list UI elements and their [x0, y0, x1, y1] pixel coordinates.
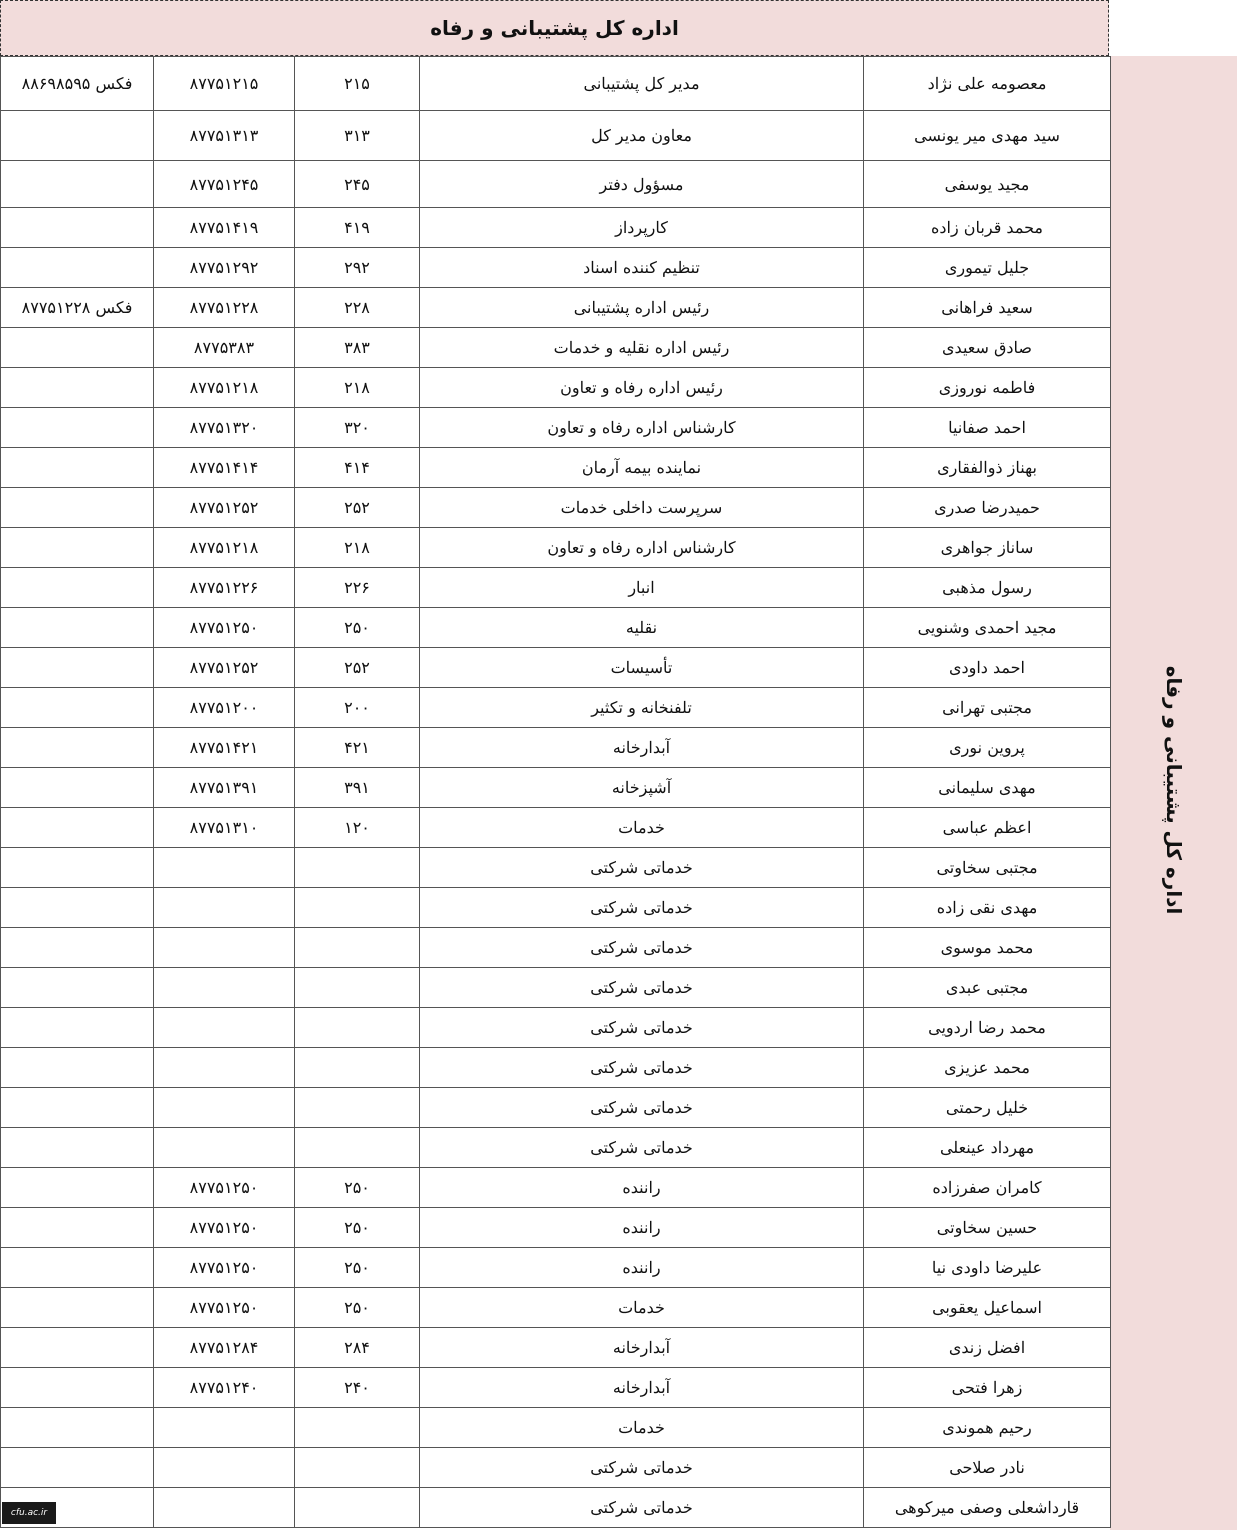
name-cell: مجتبی عبدی	[864, 968, 1111, 1008]
fax-cell	[1, 1328, 154, 1368]
role-cell: خدمات	[420, 808, 864, 848]
fax-cell	[1, 448, 154, 488]
extension-cell	[295, 1128, 420, 1168]
phone-cell	[154, 928, 295, 968]
fax-cell	[1, 368, 154, 408]
table-row	[1, 768, 1111, 808]
extension-cell: ۱۲۰	[295, 808, 420, 848]
extension-cell	[295, 1448, 420, 1488]
extension-cell	[295, 1088, 420, 1128]
fax-cell	[1, 408, 154, 448]
phone-cell	[154, 888, 295, 928]
fax-cell: فکس ۸۷۷۵۱۲۲۸	[1, 288, 154, 328]
table-row	[1, 1488, 1111, 1528]
extension-cell: ۲۰۰	[295, 688, 420, 728]
phone-cell: ۸۷۷۵۱۳۱۰	[154, 808, 295, 848]
fax-cell	[1, 1448, 154, 1488]
role-cell: خدماتی شرکتی	[420, 928, 864, 968]
extension-cell: ۲۱۸	[295, 528, 420, 568]
name-cell: سید مهدی میر یونسی	[864, 111, 1111, 161]
extension-cell: ۲۱۸	[295, 368, 420, 408]
page-title	[0, 0, 1109, 56]
extension-cell: ۲۵۰	[295, 1168, 420, 1208]
extension-cell: ۲۵۰	[295, 1208, 420, 1248]
extension-cell: ۲۴۵	[295, 161, 420, 208]
table-row	[1, 568, 1111, 608]
fax-cell	[1, 1048, 154, 1088]
role-cell: خدماتی شرکتی	[420, 1048, 864, 1088]
fax-cell	[1, 808, 154, 848]
extension-cell	[295, 968, 420, 1008]
phone-cell: ۸۷۷۵۱۲۸۴	[154, 1328, 295, 1368]
fax-cell	[1, 488, 154, 528]
role-cell: رئیس اداره نقلیه و خدمات	[420, 328, 864, 368]
phone-cell: ۸۷۷۵۱۲۵۲	[154, 648, 295, 688]
extension-cell: ۳۱۳	[295, 111, 420, 161]
name-cell: فاطمه نوروزی	[864, 368, 1111, 408]
role-cell: انبار	[420, 568, 864, 608]
name-cell: احمد صفانیا	[864, 408, 1111, 448]
name-cell: اسماعیل یعقوبی	[864, 1288, 1111, 1328]
role-cell: خدماتی شرکتی	[420, 1128, 864, 1168]
table-row	[1, 111, 1111, 161]
fax-cell	[1, 1408, 154, 1448]
extension-cell: ۲۵۲	[295, 488, 420, 528]
table-row	[1, 968, 1111, 1008]
table-row	[1, 248, 1111, 288]
extension-cell: ۲۴۰	[295, 1368, 420, 1408]
phone-cell: ۸۷۷۵۱۲۱۸	[154, 368, 295, 408]
extension-cell	[295, 1488, 420, 1528]
phone-cell: ۸۷۷۵۱۲۵۰	[154, 1248, 295, 1288]
fax-cell	[1, 1208, 154, 1248]
fax-cell	[1, 688, 154, 728]
phone-cell: ۸۷۷۵۳۸۳	[154, 328, 295, 368]
fax-cell	[1, 968, 154, 1008]
role-cell: راننده	[420, 1248, 864, 1288]
name-cell: اعظم عباسی	[864, 808, 1111, 848]
name-cell: حمیدرضا صدری	[864, 488, 1111, 528]
phone-cell: ۸۷۷۵۱۲۲۸	[154, 288, 295, 328]
extension-cell: ۲۲۸	[295, 288, 420, 328]
role-cell: خدماتی شرکتی	[420, 1448, 864, 1488]
phone-cell: ۸۷۷۵۱۲۴۵	[154, 161, 295, 208]
role-cell: کارشناس اداره رفاه و تعاون	[420, 528, 864, 568]
extension-cell	[295, 1048, 420, 1088]
role-cell: مسؤول دفتر	[420, 161, 864, 208]
table-row	[1, 608, 1111, 648]
side-label: اداره کل پشتیبانی و رفاه	[1162, 665, 1186, 915]
extension-cell: ۲۵۲	[295, 648, 420, 688]
phone-cell: ۸۷۷۵۱۲۱۵	[154, 57, 295, 111]
directory-table	[0, 56, 1111, 1528]
phone-cell: ۸۷۷۵۱۲۵۰	[154, 1208, 295, 1248]
table-row	[1, 1088, 1111, 1128]
table-row	[1, 57, 1111, 111]
table-row	[1, 648, 1111, 688]
phone-cell	[154, 1448, 295, 1488]
fax-cell	[1, 328, 154, 368]
phone-cell: ۸۷۷۵۱۴۱۴	[154, 448, 295, 488]
role-cell: آبدارخانه	[420, 1368, 864, 1408]
fax-cell	[1, 888, 154, 928]
name-cell: جلیل تیموری	[864, 248, 1111, 288]
table-row	[1, 1208, 1111, 1248]
name-cell: صادق سعیدی	[864, 328, 1111, 368]
name-cell: کامران صفرزاده	[864, 1168, 1111, 1208]
table-row	[1, 368, 1111, 408]
role-cell: تأسیسات	[420, 648, 864, 688]
name-cell: معصومه علی نژاد	[864, 57, 1111, 111]
name-cell: مجید احمدی وشنویی	[864, 608, 1111, 648]
role-cell: کارپرداز	[420, 208, 864, 248]
phone-cell	[154, 1128, 295, 1168]
phone-cell: ۸۷۷۵۱۲۵۰	[154, 608, 295, 648]
phone-cell	[154, 848, 295, 888]
fax-cell	[1, 1248, 154, 1288]
name-cell: پروین نوری	[864, 728, 1111, 768]
name-cell: ساناز جواهری	[864, 528, 1111, 568]
table-row	[1, 1128, 1111, 1168]
extension-cell	[295, 848, 420, 888]
role-cell: کارشناس اداره رفاه و تعاون	[420, 408, 864, 448]
name-cell: احمد داودی	[864, 648, 1111, 688]
table-row	[1, 1008, 1111, 1048]
name-cell: محمد موسوی	[864, 928, 1111, 968]
fax-cell: فکس ۸۸۶۹۸۵۹۵	[1, 57, 154, 111]
name-cell: مهرداد عینعلی	[864, 1128, 1111, 1168]
extension-cell: ۳۲۰	[295, 408, 420, 448]
fax-cell	[1, 728, 154, 768]
phone-cell: ۸۷۷۵۱۲۰۰	[154, 688, 295, 728]
fax-cell	[1, 248, 154, 288]
phone-cell: ۸۷۷۵۱۲۵۰	[154, 1168, 295, 1208]
site-logo	[2, 1502, 56, 1524]
phone-cell: ۸۷۷۵۱۲۲۶	[154, 568, 295, 608]
table-row	[1, 688, 1111, 728]
fax-cell	[1, 608, 154, 648]
name-cell: مهدی نقی زاده	[864, 888, 1111, 928]
role-cell: راننده	[420, 1208, 864, 1248]
role-cell: خدماتی شرکتی	[420, 1088, 864, 1128]
fax-cell	[1, 648, 154, 688]
extension-cell: ۴۱۴	[295, 448, 420, 488]
extension-cell	[295, 888, 420, 928]
role-cell: مدیر کل پشتیبانی	[420, 57, 864, 111]
table-row	[1, 1288, 1111, 1328]
name-cell: رسول مذهبی	[864, 568, 1111, 608]
role-cell: خدماتی شرکتی	[420, 888, 864, 928]
phone-cell: ۸۷۷۵۱۲۵۰	[154, 1288, 295, 1328]
site-logo-text: cfu.ac.ir	[10, 1508, 48, 1518]
table-row	[1, 1168, 1111, 1208]
fax-cell	[1, 208, 154, 248]
name-cell: بهناز ذوالفقاری	[864, 448, 1111, 488]
name-cell: مجتبی تهرانی	[864, 688, 1111, 728]
extension-cell: ۳۹۱	[295, 768, 420, 808]
fax-cell	[1, 111, 154, 161]
table-row	[1, 928, 1111, 968]
name-cell: مجید یوسفی	[864, 161, 1111, 208]
phone-cell	[154, 1088, 295, 1128]
table-row	[1, 1048, 1111, 1088]
role-cell: معاون مدیر کل	[420, 111, 864, 161]
phone-cell	[154, 1048, 295, 1088]
fax-cell	[1, 928, 154, 968]
phone-cell	[154, 968, 295, 1008]
table-row	[1, 888, 1111, 928]
table-row	[1, 408, 1111, 448]
page-title-text: اداره کل پشتیبانی و رفاه	[430, 16, 679, 40]
table-row	[1, 1248, 1111, 1288]
role-cell: راننده	[420, 1168, 864, 1208]
phone-cell: ۸۷۷۵۱۳۲۰	[154, 408, 295, 448]
name-cell: رحیم هموندی	[864, 1408, 1111, 1448]
name-cell: مجتبی سخاوتی	[864, 848, 1111, 888]
fax-cell	[1, 1008, 154, 1048]
table-row	[1, 288, 1111, 328]
phone-cell: ۸۷۷۵۱۲۵۲	[154, 488, 295, 528]
name-cell: علیرضا داودی نیا	[864, 1248, 1111, 1288]
fax-cell	[1, 528, 154, 568]
extension-cell: ۲۵۰	[295, 1288, 420, 1328]
name-cell: حسین سخاوتی	[864, 1208, 1111, 1248]
role-cell: نماینده بیمه آرمان	[420, 448, 864, 488]
extension-cell: ۴۲۱	[295, 728, 420, 768]
extension-cell: ۳۸۳	[295, 328, 420, 368]
table-row	[1, 848, 1111, 888]
name-cell: محمد رضا اردویی	[864, 1008, 1111, 1048]
name-cell: سعید فراهانی	[864, 288, 1111, 328]
role-cell: خدماتی شرکتی	[420, 968, 864, 1008]
role-cell: خدماتی شرکتی	[420, 1488, 864, 1528]
extension-cell: ۲۱۵	[295, 57, 420, 111]
name-cell: خلیل رحمتی	[864, 1088, 1111, 1128]
phone-cell	[154, 1408, 295, 1448]
table-row	[1, 1328, 1111, 1368]
name-cell: محمد عزیزی	[864, 1048, 1111, 1088]
role-cell: خدمات	[420, 1288, 864, 1328]
extension-cell	[295, 928, 420, 968]
phone-cell	[154, 1488, 295, 1528]
table-row	[1, 528, 1111, 568]
extension-cell: ۲۵۰	[295, 1248, 420, 1288]
table-row	[1, 161, 1111, 208]
role-cell: خدمات	[420, 1408, 864, 1448]
phone-cell: ۸۷۷۵۱۳۱۳	[154, 111, 295, 161]
fax-cell	[1, 768, 154, 808]
extension-cell: ۲۵۰	[295, 608, 420, 648]
fax-cell	[1, 1168, 154, 1208]
name-cell: افضل زندی	[864, 1328, 1111, 1368]
role-cell: تلفنخانه و تکثیر	[420, 688, 864, 728]
phone-cell: ۸۷۷۵۱۳۹۱	[154, 768, 295, 808]
role-cell: آشپزخانه	[420, 768, 864, 808]
fax-cell	[1, 1368, 154, 1408]
table-row	[1, 1368, 1111, 1408]
table-row	[1, 208, 1111, 248]
phone-cell: ۸۷۷۵۱۴۲۱	[154, 728, 295, 768]
name-cell: مهدی سلیمانی	[864, 768, 1111, 808]
name-cell: نادر صلاحی	[864, 1448, 1111, 1488]
directory-table-body	[1, 57, 1111, 1528]
table-row	[1, 1408, 1111, 1448]
fax-cell	[1, 848, 154, 888]
phone-cell: ۸۷۷۵۱۲۹۲	[154, 248, 295, 288]
role-cell: نقلیه	[420, 608, 864, 648]
phone-cell	[154, 1008, 295, 1048]
extension-cell: ۲۲۶	[295, 568, 420, 608]
role-cell: آبدارخانه	[420, 1328, 864, 1368]
table-row	[1, 328, 1111, 368]
table-row	[1, 808, 1111, 848]
name-cell: زهرا فتحی	[864, 1368, 1111, 1408]
extension-cell: ۲۸۴	[295, 1328, 420, 1368]
extension-cell: ۲۹۲	[295, 248, 420, 288]
fax-cell	[1, 1288, 154, 1328]
fax-cell	[1, 1128, 154, 1168]
name-cell: قارداشعلی وصفی میرکوهی	[864, 1488, 1111, 1528]
fax-cell	[1, 568, 154, 608]
fax-cell	[1, 161, 154, 208]
phone-cell: ۸۷۷۵۱۲۱۸	[154, 528, 295, 568]
phone-cell: ۸۷۷۵۱۲۴۰	[154, 1368, 295, 1408]
table-row	[1, 488, 1111, 528]
role-cell: رئیس اداره پشتیبانی	[420, 288, 864, 328]
extension-cell	[295, 1008, 420, 1048]
fax-cell	[1, 1088, 154, 1128]
role-cell: تنظیم کننده اسناد	[420, 248, 864, 288]
name-cell: محمد قربان زاده	[864, 208, 1111, 248]
extension-cell: ۴۱۹	[295, 208, 420, 248]
role-cell: خدماتی شرکتی	[420, 1008, 864, 1048]
role-cell: خدماتی شرکتی	[420, 848, 864, 888]
table-row	[1, 728, 1111, 768]
role-cell: رئیس اداره رفاه و تعاون	[420, 368, 864, 408]
role-cell: آبدارخانه	[420, 728, 864, 768]
role-cell: سرپرست داخلی خدمات	[420, 488, 864, 528]
table-row	[1, 1448, 1111, 1488]
phone-cell: ۸۷۷۵۱۴۱۹	[154, 208, 295, 248]
table-row	[1, 448, 1111, 488]
extension-cell	[295, 1408, 420, 1448]
